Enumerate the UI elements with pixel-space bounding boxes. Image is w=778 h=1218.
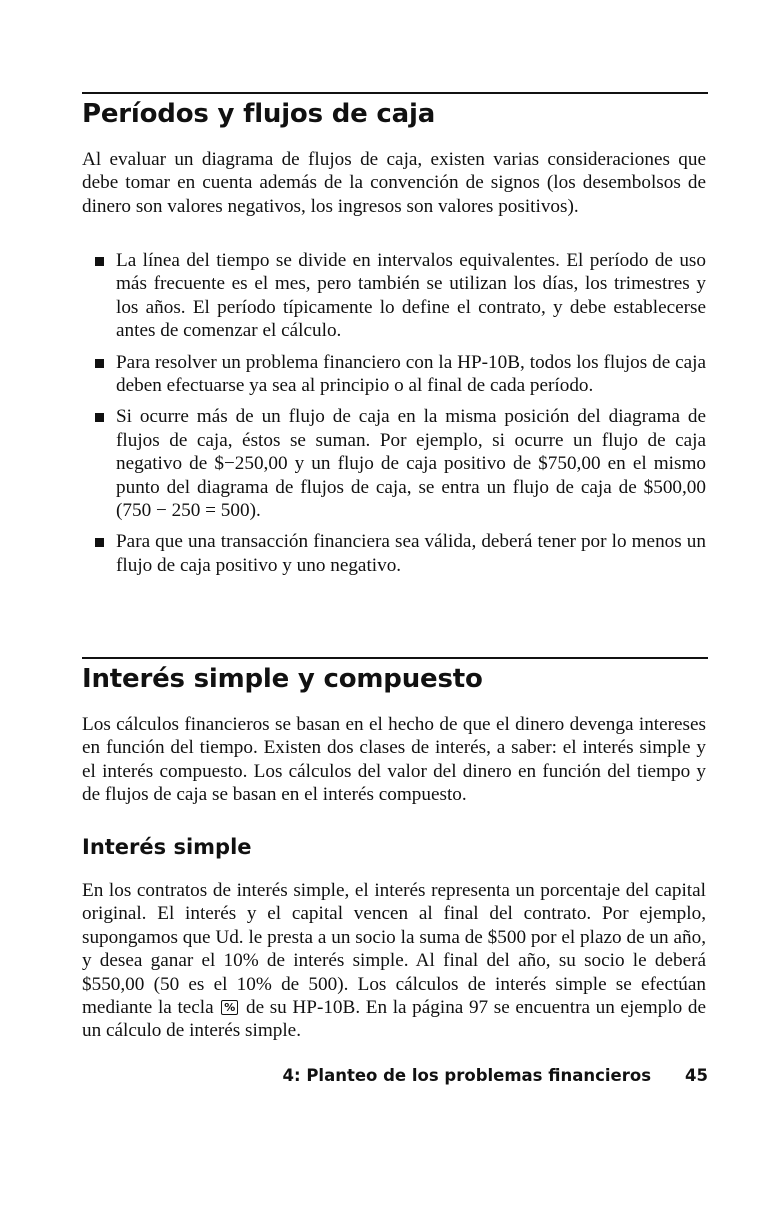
section-divider [82,92,708,94]
list-item [82,351,706,398]
body-paragraph [82,879,706,1043]
square-bullet-icon [95,359,104,368]
body-text: En los contratos de interés simple, el interés representa un porcentaje del capital original. El interés y el capital vencen al final del contrato. Por ejemplo, supongamos que Ud. le presta a un socio la suma de $500 por el plazo de un año, y desea ganar el 10% de interés simple. Al final del año, su socio le deberá $550,00 (50 es el 10% de 500). Los cálculos de interés simple se efectúan mediante la tecla [82,880,706,1019]
list-item-text: La línea del tiempo se divide en intervalos equivalentes. El período de uso más frecuente es el mes, pero también se utilizan los días, los trimestres y los años. El período típicamente lo define el contrato, y debe establecerse antes de comenzar el cálculo. [116,250,706,342]
square-bullet-icon [95,413,104,422]
body-text: de su HP-10B. En la página 97 se encuentra un ejemplo de un cálculo de interés simple. [82,997,706,1042]
square-bullet-icon [95,538,104,547]
section-title: Interés simple y compuesto [82,664,483,694]
page-footer [283,1065,709,1087]
page-number: 45 [685,1066,708,1085]
list-item-text: Para que una transacción financiera sea válida, deberá tener por lo menos un flujo de caja positivo y uno negativo. [116,531,706,576]
subsection-title: Interés simple [82,835,252,859]
list-item-text: Si ocurre más de un flujo de caja en la misma posición del diagrama de flujos de caja, éstos se suman. Por ejemplo, si ocurre un flujo de caja negativo de $−250,00 y un flujo de caja positivo de $750,00 en el mismo punto del diagrama de flujos de caja, se entra un flujo de caja de $500,00 (750 − 250 = 500). [116,406,706,522]
square-bullet-icon [95,257,104,266]
list-item [82,405,706,522]
list-item-text: Para resolver un problema financiero con la HP-10B, todos los flujos de caja deben efectuarse ya sea al principio o al final de cada período. [116,351,706,397]
section-title: Períodos y flujos de caja [82,99,436,129]
percent-key-icon: % [221,1000,238,1015]
list-item [82,249,706,343]
section-divider [82,657,708,659]
intro-paragraph: Los cálculos financieros se basan en el hecho de que el dinero devenga intereses en función del tiempo. Existen dos clases de interés, a saber: el interés simple y el interés compuesto. Los cálculos del valor del dinero en función del tiempo y de flujos de caja se basan en el interés compuesto. [82,714,706,806]
chapter-title: 4: Planteo de los problemas financieros [282,1066,652,1085]
intro-paragraph: Al evaluar un diagrama de flujos de caja, existen varias consideraciones que debe tomar en cuenta además de la convención de signos (los desembolsos de dinero son valores negativos, los ingresos son valores positivos). [82,149,706,217]
list-item [82,530,706,577]
bullet-list [82,249,706,585]
